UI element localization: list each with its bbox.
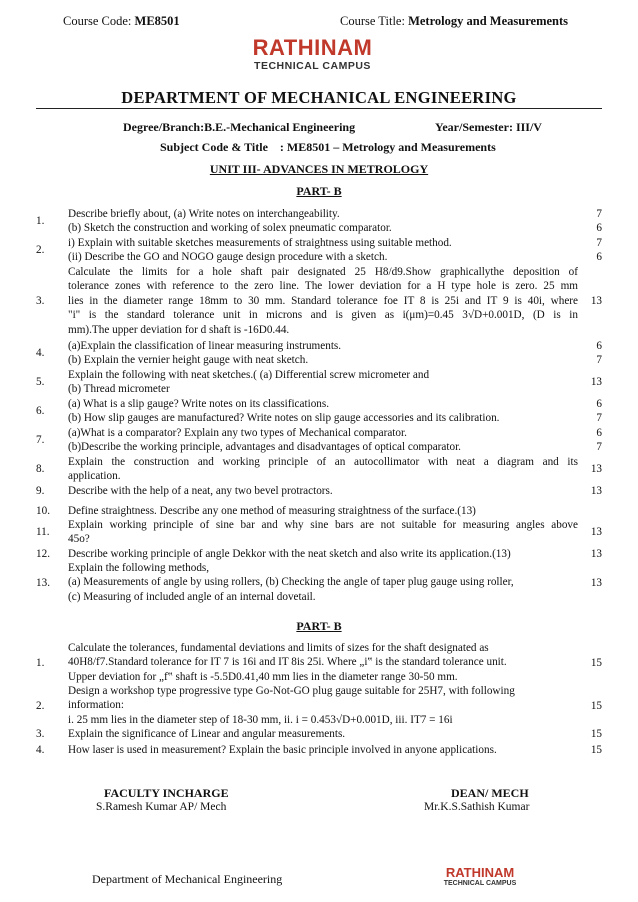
footer-logo-main: RATHINAM xyxy=(445,865,515,880)
question-text xyxy=(68,561,578,604)
mark-value: 6 xyxy=(596,251,602,264)
question-text xyxy=(68,684,578,727)
question-line: (b) How slip gauges are manufactured? Write notes on slip gauge accessories and its calibration. xyxy=(68,412,500,425)
question-line: (b)Describe the working principle, advantages and disadvantages of optical comparator. xyxy=(68,441,461,454)
question-marks xyxy=(582,294,602,308)
question-line: (b) Sketch the construction and working of solex pneumatic comparator. xyxy=(68,222,392,235)
question-number: 11. xyxy=(36,526,50,539)
question-line: How laser is used in measurement? Explain the basic principle involved in anyone applications. xyxy=(68,744,497,756)
question-line: Describe working principle of angle Dekkor with the neat sketch and also write its application.(13) xyxy=(68,548,511,560)
mark-value: 13 xyxy=(590,526,602,539)
question-number: 8. xyxy=(36,463,45,476)
question-item xyxy=(36,426,602,455)
logo-main-text: RATHINAM xyxy=(252,35,373,60)
mark-value: 15 xyxy=(590,656,602,669)
faculty-name-text: S.Ramesh Kumar AP/ Mech xyxy=(96,801,227,813)
question-item xyxy=(36,547,602,561)
question-item xyxy=(36,265,602,337)
question-text xyxy=(68,641,578,684)
question-number: 6. xyxy=(36,405,45,418)
question-marks xyxy=(582,339,602,368)
mark-value: 7 xyxy=(596,354,602,367)
question-text xyxy=(68,727,578,741)
question-marks xyxy=(582,397,602,426)
question-item xyxy=(36,743,602,757)
question-text xyxy=(68,743,578,757)
question-text xyxy=(68,207,578,236)
course-title-value: Metrology and Measurements xyxy=(408,14,569,28)
question-line: i) Explain with suitable sketches measurements of straightness using suitable method. xyxy=(68,237,452,249)
question-line: (a) Measurements of angle by using rollers, (b) Checking the angle of taper plug gauge using roller, xyxy=(68,576,514,589)
question-text xyxy=(68,426,578,455)
dean-title: DEAN/ MECH xyxy=(451,786,529,800)
question-number: 9. xyxy=(36,485,45,497)
question-text xyxy=(68,339,578,368)
question-line: Explain the significance of Linear and angular measurements. xyxy=(68,728,346,740)
mark-value: 6 xyxy=(596,427,602,439)
question-marks xyxy=(582,656,602,670)
question-line: application. xyxy=(68,470,121,483)
question-number: 1. xyxy=(36,215,45,228)
question-number: 5. xyxy=(36,376,45,389)
question-text xyxy=(68,265,578,337)
question-line: mm).The upper deviation for d shaft is -16D0.44. xyxy=(68,323,290,336)
mark-value: 7 xyxy=(596,412,602,425)
question-line: Describe briefly about, (a) Write notes on interchangeability. xyxy=(68,208,340,220)
question-line: Upper deviation for „f‟ shaft is -5.5D0.41,40 mm lies in the diameter range 30-50 mm. xyxy=(68,670,458,683)
question-line: Define straightness. Describe any one method of measuring straightness of the surface.(13) xyxy=(68,505,476,517)
question-item xyxy=(36,684,602,727)
question-number: 4. xyxy=(36,744,45,756)
question-marks xyxy=(582,699,602,713)
mark-value: 6 xyxy=(596,340,602,352)
part-b-title: PART- B xyxy=(296,184,342,198)
college-logo xyxy=(250,36,375,72)
mark-value: 13 xyxy=(590,295,602,307)
course-code-value: ME8501 xyxy=(134,14,180,28)
mark-value: 13 xyxy=(590,576,602,589)
question-item xyxy=(36,561,602,604)
dean-block xyxy=(451,786,529,801)
footer-logo-sub: TECHNICAL CAMPUS xyxy=(443,880,517,887)
question-text xyxy=(68,236,578,265)
question-marks xyxy=(582,743,602,757)
question-item xyxy=(36,339,602,368)
question-text xyxy=(68,455,578,484)
year-semester: Year/Semester: III/V xyxy=(435,120,542,134)
question-line: i. 25 mm lies in the diameter step of 18-30 mm, ii. i = 0.453√D+0.001D, iii. IT7 = 16i xyxy=(68,713,453,726)
question-item xyxy=(36,504,602,518)
question-line: (ii) Describe the GO and NOGO gauge design procedure with a sketch. xyxy=(68,251,388,264)
question-line: Explain the following with neat sketches.( (a) Differential screw micrometer and xyxy=(68,369,430,381)
question-text xyxy=(68,397,578,426)
question-marks xyxy=(582,375,602,389)
question-line: 45o? xyxy=(68,533,90,546)
mark-value: 15 xyxy=(590,699,602,712)
question-item xyxy=(36,397,602,426)
question-marks xyxy=(582,236,602,265)
question-item xyxy=(36,368,602,397)
faculty-name xyxy=(96,801,226,813)
course-title-label: Course Title: xyxy=(340,14,405,28)
question-line: Describe with the help of a neat, any two bevel protractors. xyxy=(68,485,333,497)
question-text xyxy=(68,518,578,547)
question-number: 3. xyxy=(36,295,45,307)
question-item xyxy=(36,518,602,547)
question-number: 10. xyxy=(36,505,50,517)
question-number: 7. xyxy=(36,434,45,447)
subject-code-title: Subject Code & Title : ME8501 – Metrology and Measurements xyxy=(160,140,496,154)
question-line: Calculate the limits for a hole shaft pair designated 25 H8/d9.Show graphicallythe deposition of xyxy=(68,266,578,278)
course-code-label: Course Code: xyxy=(63,14,132,28)
question-item xyxy=(36,455,602,484)
question-marks xyxy=(582,426,602,455)
question-marks xyxy=(582,576,602,590)
question-line: "i" is the standard tolerance unit in microns and is given as i(μm)=0.45 3√D+0.001D, (D is in xyxy=(68,309,578,322)
question-line: Design a workshop type progressive type Go-Not-GO plug gauge suitable for 25H7, with following xyxy=(68,685,515,697)
dean-name xyxy=(424,801,529,813)
question-text xyxy=(68,368,578,397)
question-item xyxy=(36,484,602,498)
mark-value: 15 xyxy=(590,744,602,756)
part-c-title: PART- B xyxy=(296,619,342,633)
course-code xyxy=(63,14,180,29)
question-text xyxy=(68,504,578,518)
mark-value: 6 xyxy=(596,222,602,235)
question-item xyxy=(36,207,602,236)
faculty-block xyxy=(104,786,229,801)
bottom-department: Department of Mechanical Engineering xyxy=(92,872,283,886)
question-marks xyxy=(582,727,602,741)
course-title xyxy=(340,14,568,29)
unit-title: UNIT III- ADVANCES IN METROLOGY xyxy=(209,162,429,176)
question-number: 13. xyxy=(36,576,50,589)
faculty-title: FACULTY INCHARGE xyxy=(104,786,229,800)
question-line: Calculate the tolerances, fundamental deviations and limits of sizes for the shaft designated as xyxy=(68,642,489,654)
question-marks xyxy=(582,547,602,561)
question-text xyxy=(68,547,578,561)
logo-sub-text: TECHNICAL CAMPUS xyxy=(254,60,371,72)
question-number: 4. xyxy=(36,347,45,360)
question-line: (c) Measuring of included angle of an internal dovetail. xyxy=(68,590,316,603)
mark-value: 7 xyxy=(596,208,602,220)
question-line: information: xyxy=(68,699,124,712)
mark-value: 7 xyxy=(596,237,602,249)
question-line: (a)What is a comparator? Explain any two types of Mechanical comparator. xyxy=(68,427,407,439)
department-title: DEPARTMENT OF MECHANICAL ENGINEERING xyxy=(121,88,517,107)
question-line: 40H8/f7.Standard tolerance for IT 7 is 16i and IT 8is 25i. Where „i‟ is the standard tolerance unit. xyxy=(68,656,507,669)
question-line: (b) Thread micrometer xyxy=(68,383,170,396)
question-item xyxy=(36,641,602,684)
question-line: tolerance zones with reference to the zero line. The lower deviation for a H type hole is zero. 25 mm xyxy=(68,280,578,293)
footer-logo xyxy=(440,866,520,887)
dean-name-text: Mr.K.S.Sathish Kumar xyxy=(424,801,530,813)
mark-value: 6 xyxy=(596,398,602,410)
question-line: (a)Explain the classification of linear measuring instruments. xyxy=(68,340,342,352)
question-line: Explain the following methods, xyxy=(68,562,210,574)
question-number: 3. xyxy=(36,728,45,740)
mark-value: 13 xyxy=(590,463,602,476)
question-item xyxy=(36,236,602,265)
mark-value: 13 xyxy=(590,376,602,389)
divider xyxy=(36,108,602,109)
mark-value: 13 xyxy=(590,485,602,497)
question-number: 1. xyxy=(36,656,45,669)
question-number: 2. xyxy=(36,699,45,712)
question-marks xyxy=(582,484,602,498)
question-line: (a) What is a slip gauge? Write notes on its classifications. xyxy=(68,398,330,410)
question-text xyxy=(68,484,578,498)
question-number: 12. xyxy=(36,548,50,560)
question-marks xyxy=(582,462,602,476)
question-line: Explain working principle of sine bar and why sine bars are not suitable for measuring angles above xyxy=(68,519,578,531)
degree-branch: Degree/Branch:B.E.-Mechanical Engineering xyxy=(123,120,356,134)
question-line: Explain the construction and working principle of an autocollimator with neat a diagram and its xyxy=(68,456,578,468)
question-item xyxy=(36,727,602,741)
question-marks xyxy=(582,207,602,236)
question-line: lies in the diameter range 18mm to 30 mm. Standard tolerance foe IT 8 is 25i and IT 9 is 40i, where xyxy=(68,294,578,307)
mark-value: 13 xyxy=(590,548,602,560)
mark-value: 15 xyxy=(590,728,602,740)
question-number: 2. xyxy=(36,244,45,257)
question-line: (b) Explain the vernier height gauge with neat sketch. xyxy=(68,354,309,367)
question-marks xyxy=(582,525,602,539)
mark-value: 7 xyxy=(596,441,602,454)
